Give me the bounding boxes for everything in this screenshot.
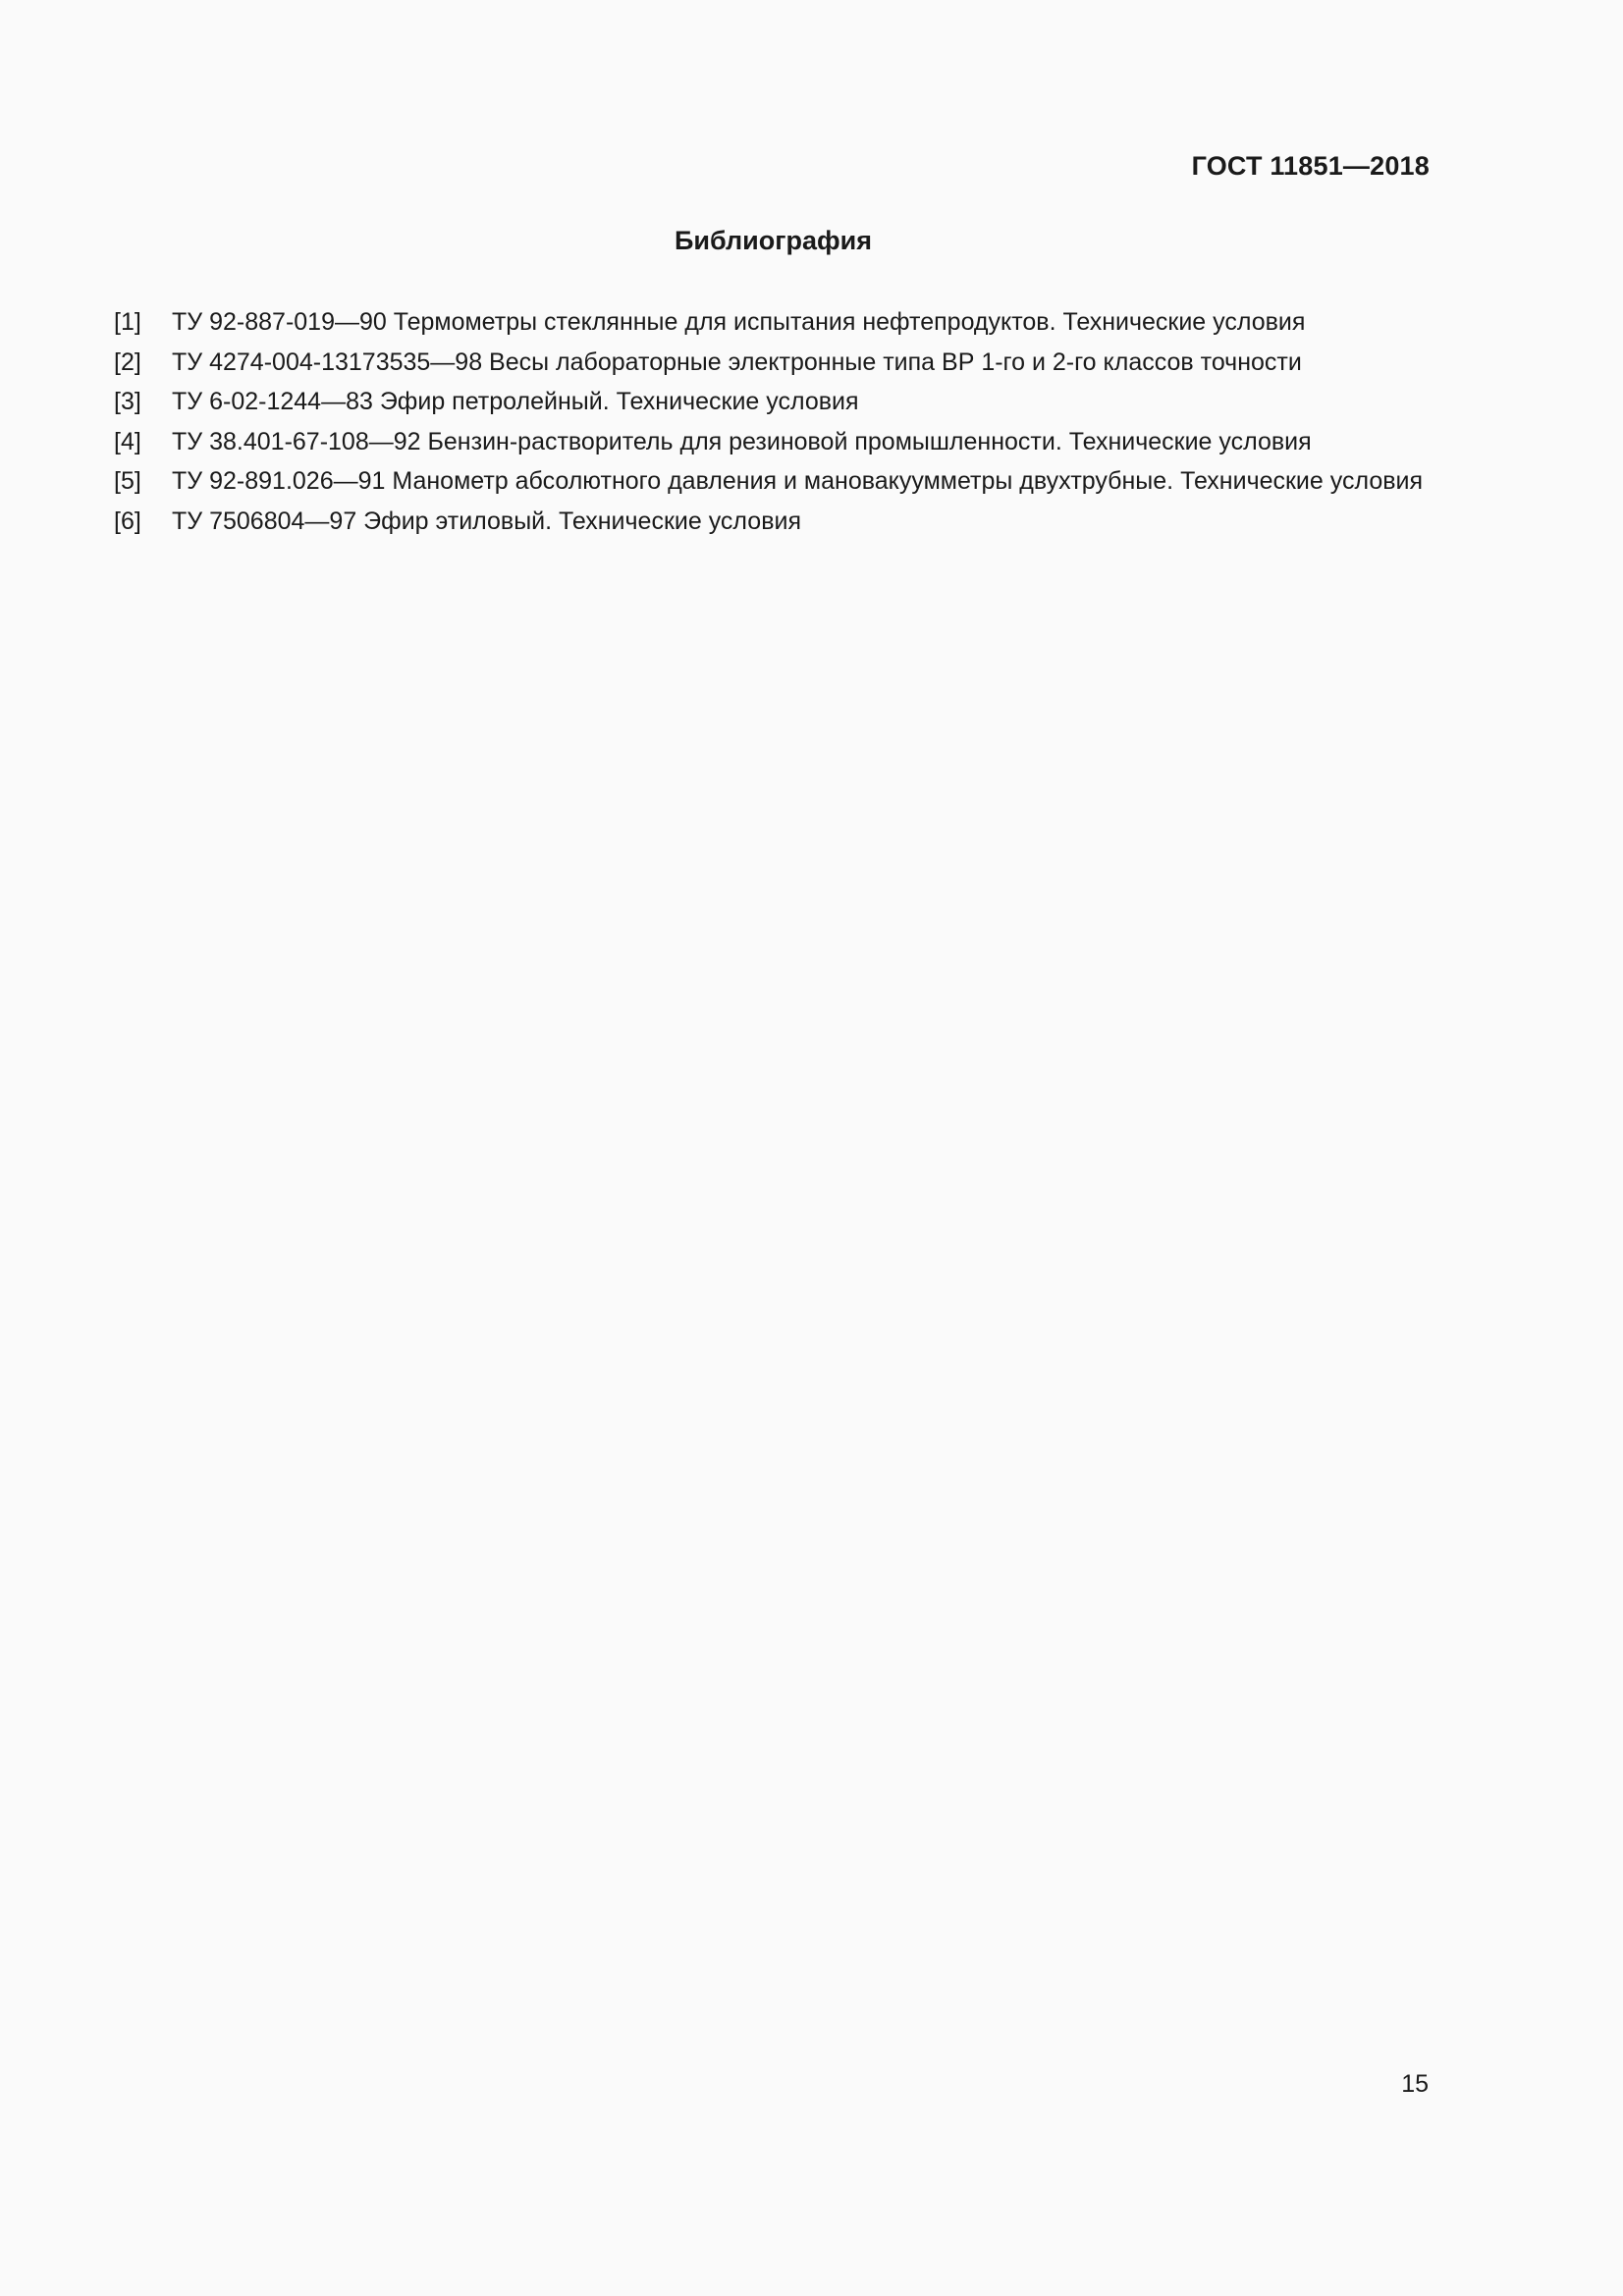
bibliography-item-number: [1] [114, 308, 141, 336]
bibliography-item [114, 426, 1488, 466]
bibliography-item-number: [5] [114, 467, 141, 495]
bibliography-item [114, 347, 1488, 387]
page-number: 15 [1401, 2070, 1429, 2098]
bibliography-item-number: [4] [114, 427, 141, 455]
bibliography-title: Библиография [675, 226, 872, 255]
bibliography-item-text: ТУ 92-887-019—90 Термометры стеклянные для испытания нефтепродуктов. Технические условия [172, 308, 1306, 336]
bibliography-item [114, 506, 1488, 546]
bibliography-list [114, 306, 1488, 545]
bibliography-item [114, 306, 1488, 347]
document-code: ГОСТ 11851—2018 [1191, 151, 1430, 181]
bibliography-item-text: ТУ 92-891.026—91 Манометр абсолютного давления и мановакуумметры двухтрубные. Технические условия [172, 467, 1424, 495]
bibliography-item [114, 386, 1488, 426]
bibliography-item-text: ТУ 4274-004-13173535—98 Весы лабораторные электронные типа ВР 1-го и 2-го классов точности [172, 347, 1302, 376]
bibliography-item [114, 465, 1488, 506]
bibliography-item-text: ТУ 6-02-1244—83 Эфир петролейный. Технические условия [172, 388, 859, 415]
bibliography-item-number: [2] [114, 347, 141, 376]
bibliography-item-text: ТУ 38.401-67-108—92 Бензин-растворитель для резиновой промышленности. Технические условия [172, 427, 1312, 455]
bibliography-item-number: [6] [114, 507, 141, 535]
bibliography-item-text: ТУ 7506804—97 Эфир этиловый. Технические условия [172, 507, 801, 535]
bibliography-item-number: [3] [114, 388, 141, 415]
